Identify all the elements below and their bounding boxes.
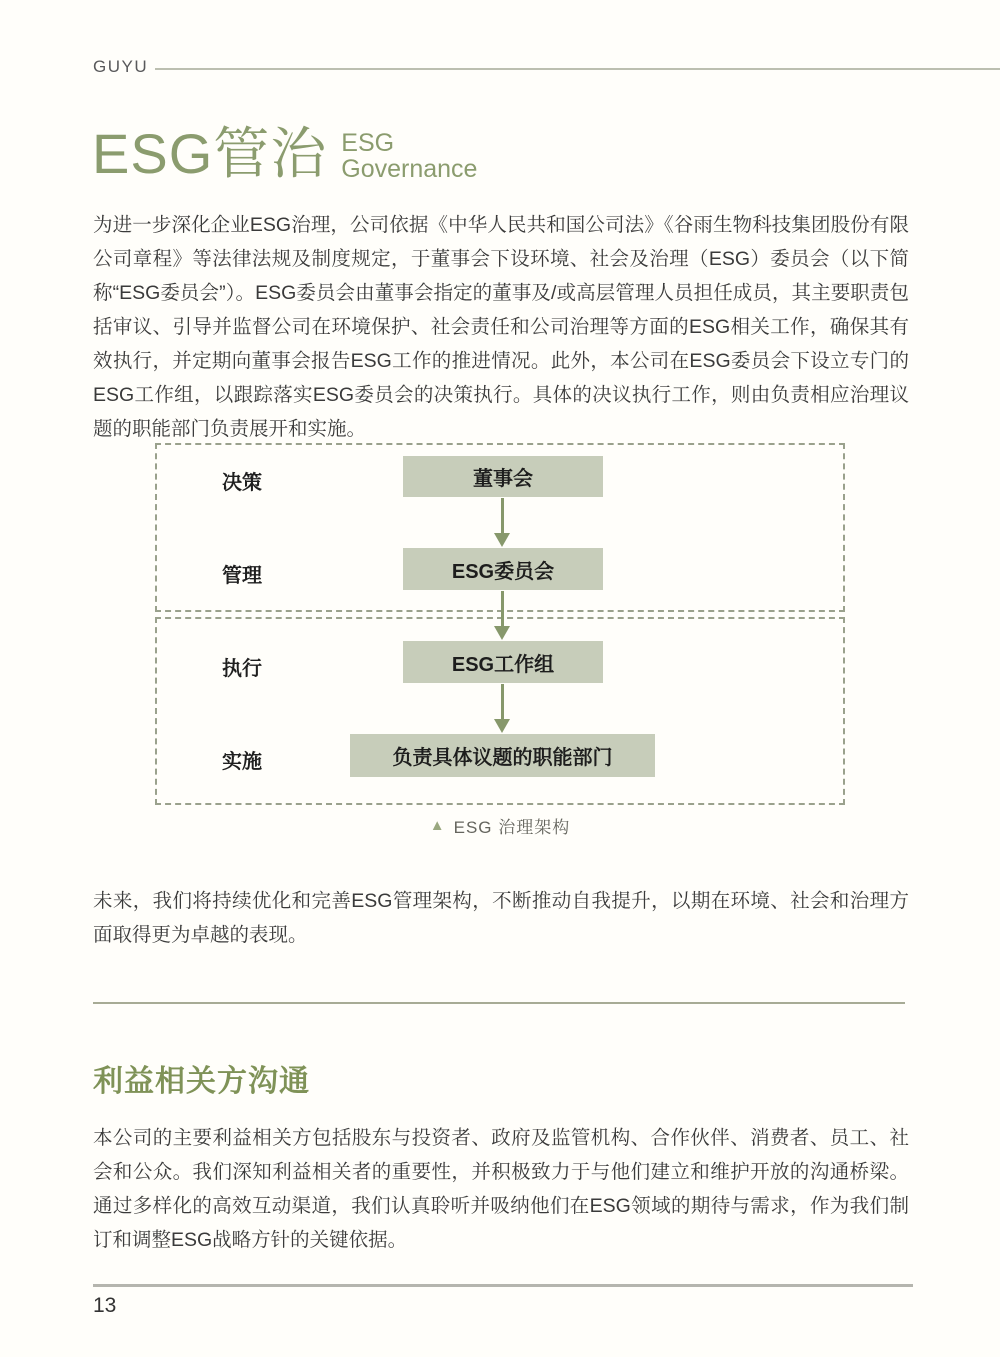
diagram-arrow-2-line: [501, 591, 504, 626]
governance-paragraph-1: 为进一步深化企业ESG治理，公司依据《中华人民共和国公司法》《谷雨生物科技集团股份有限公司章程》等法律法规及制度规定，于董事会下设环境、社会及治理（ESG）委员会（以下简称“ESG委员会”）。ESG委员会由董事会指定的董事及/或高层管理人员担任成员，其主要职责包括审议、引导并监督公司在环境保护、社会责任和公司治理等方面的ESG相关工作，确保其有效执行，并定期向董事会报告ESG工作的推进情况。此外，本公司在ESG委员会下设立专门的ESG工作组，以跟踪落实ESG委员会的决策执行。具体的决议执行工作，则由负责相应治理议题的职能部门负责展开和实施。: [93, 214, 909, 440]
diagram-node-esg-workgroup: ESG工作组: [403, 641, 603, 683]
diagram-caption-text: ESG 治理架构: [453, 818, 571, 837]
footer-divider-line: [93, 1284, 913, 1287]
diagram-row-label-management: 管理: [222, 565, 262, 587]
chapter-title-en-line1: ESG: [341, 129, 395, 157]
section-divider-line: [93, 1002, 905, 1004]
governance-paragraph-2: 未来，我们将持续优化和完善ESG管理架构，不断推动自我提升，以期在环境、社会和治理方面取得更为卓越的表现。: [93, 890, 909, 946]
page-number: 13: [93, 1294, 117, 1317]
chapter-title: [92, 122, 477, 186]
diagram-caption: [155, 813, 845, 838]
diagram-arrow-1-head-icon: [494, 533, 510, 547]
triangle-marker-icon: ▲: [429, 817, 445, 834]
stakeholder-paragraph-1: 本公司的主要利益相关方包括股东与投资者、政府及监管机构、合作伙伴、消费者、员工、社会和公众。我们深知利益相关者的重要性，并积极致力于与他们建立和维护开放的沟通桥梁。通过多样化的高效互动渠道，我们认真聆听并吸纳他们在ESG领域的期待与需求，作为我们制订和调整ESG战略方针的关键依据。: [93, 1127, 909, 1251]
brand-logo-text: GUYU: [93, 57, 149, 76]
chapter-title-zh: ESG管治: [92, 122, 328, 185]
diagram-row-label-execution: 执行: [222, 658, 262, 680]
header-divider-line: [155, 68, 1000, 70]
diagram-arrow-3-head-icon: [494, 719, 510, 733]
chapter-title-en-line2: Governance: [341, 155, 478, 183]
chapter-title-en: [341, 130, 477, 182]
diagram-row-label-decision: 决策: [222, 472, 262, 494]
diagram-arrow-2-head-icon: [494, 626, 510, 640]
diagram-row-label-implementation: 实施: [222, 751, 262, 773]
diagram-node-board: 董事会: [403, 456, 603, 497]
diagram-node-esg-committee: ESG委员会: [403, 548, 603, 590]
stakeholder-section-title: 利益相关方沟通: [93, 1065, 310, 1098]
diagram-arrow-1-line: [501, 498, 504, 533]
diagram-arrow-3-line: [501, 684, 504, 719]
diagram-node-functional-departments: 负责具体议题的职能部门: [350, 734, 655, 777]
